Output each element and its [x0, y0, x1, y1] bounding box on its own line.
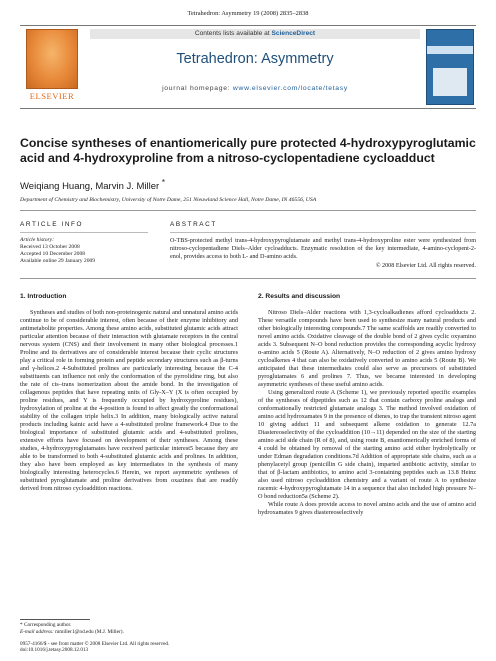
- article-history: [20, 237, 150, 265]
- journal-citation: Tetrahedron: Asymmetry 19 (2008) 2835–2838: [187, 10, 309, 17]
- sciencedirect-link[interactable]: ScienceDirect: [271, 30, 316, 37]
- journal-header: [20, 25, 476, 109]
- divider: [20, 210, 476, 211]
- journal-name: Tetrahedron: Asymmetry: [176, 51, 334, 67]
- email-line: [20, 629, 238, 636]
- journal-homepage: [90, 85, 420, 92]
- contents-prefix: Contents lists available at: [194, 30, 270, 37]
- abstract: [170, 237, 476, 270]
- author-list: [20, 178, 165, 192]
- cover-panel: [433, 68, 467, 96]
- online-date: Available online 29 January 2009: [20, 258, 96, 264]
- issn-line: 0957-4166/$ - see front matter © 2008 Elsevier Ltd. All rights reserved.: [20, 641, 170, 647]
- received-date: Received 13 October 2008: [20, 244, 80, 250]
- section-heading-introduction: 1. Introduction: [20, 293, 67, 300]
- abstract-copyright: © 2008 Elsevier Ltd. All rights reserved.: [375, 262, 476, 269]
- article-title: Concise syntheses of enantiomerically pure protected 4-hydroxypyroglutamic acid and 4-hydroxyproline from a nitroso-cyclopentadiene cycloadduct: [20, 136, 476, 165]
- divider: [20, 278, 476, 279]
- divider: [20, 232, 148, 233]
- divider: [170, 232, 476, 233]
- article-info-heading: ARTICLE INFO: [20, 221, 84, 228]
- history-label: Article history:: [20, 237, 55, 243]
- homepage-link[interactable]: www.elsevier.com/locate/tetasy: [232, 85, 348, 92]
- email-label: E-mail address:: [20, 628, 54, 635]
- contents-bar: [90, 29, 420, 39]
- corresponding-note: [20, 622, 238, 629]
- homepage-label: journal homepage:: [162, 85, 231, 92]
- corresponding-label: Corresponding author.: [23, 622, 72, 628]
- issn-doi: [20, 641, 238, 654]
- section-heading-results: 2. Results and discussion: [258, 293, 341, 300]
- doi-line[interactable]: doi:10.1016/j.tetasy.2008.12.013: [20, 647, 89, 654]
- right-column: [258, 309, 476, 517]
- journal-cover-image: [426, 29, 474, 105]
- journal-masthead: [90, 29, 420, 103]
- abstract-text: O-TBS-protected methyl trans-4-hydroxypyroglutamate and methyl trans-4-hydroxyproline ester were synthesized from nitroso-cyclopentadiene Diels–Alder cycloadducts. Enzymatic resolution of the key intermediate, 4-amino-cyclopent-2-enol, provides access to both L- and D-amino acids.: [170, 238, 476, 261]
- abstract-heading: ABSTRACT: [170, 221, 217, 228]
- corresponding-author-mark[interactable]: *: [161, 178, 165, 187]
- email-address[interactable]: mmiller1@nd.edu (M.J. Miller).: [55, 628, 124, 635]
- paragraph: Using generalized route A (Scheme 1), we previously reported specific examples of the syntheses of dipeptides such as 12 that contain carboxy proline analogs and conformationally restricted glutamate analogs 3. The method involved oxidation of amino acid hydroxamates 9 in the presence of dienes, to trap the transient nitroso agent 10 giving adduct 11 and subsequent alkene oxidation to generate 12.7a Diastereoselectivity of the cycloaddition (10→11) depended on the size of the starting amino acid side chain (R of 8), and, using route B, enantiomerically enriched forms of 4 could be obtained by removal of the starting amino acid either hydrolytically or under Edman degradation conditions.7d Addition of appropriate side chains, such as a phenylacetyl group (penicillin G side chain), imparted antibiotic activity, similar to that of β-lactam antibiotics, to amino acid 3-containing peptides such as 13.8 Heinz also used nitroso cycloaddition chemistry and a variant of route A to synthesize racemic 4-hydroxypyroglutamate 14 in a sequence that also included high pressure N–O bond reduction5a (Scheme 2).: [258, 389, 476, 500]
- affiliation: Department of Chemistry and Biochemistry, University of Notre Dame, 251 Nieuwland Science Hall, Notre Dame, IN 46556, USA: [20, 197, 317, 203]
- paragraph: Nitroso Diels–Alder reactions with 1,3-cycloalkadienes afford cycloadducts 2. These versatile compounds have been used to synthesize many natural products and other biologically interesting compounds.7 The same scaffolds are readily converted to novel amino acids. Oxidative cleavage of the double bond of 2 gives cyclic oxyamino acids 3. Subsequent N–O bond reduction provides the corresponding acyclic hydroxy α-amino acids 5 (Route A). Alternatively, N–O reduction of 2 gives amino hydroxy cycloalkenes 4 that can also be oxidatively converted to amino acids 5 (Route B). We anticipated that these intermediates could also serve as precursors of substituted pyroglutamates 6 and prolines 7. Thus, we became interested in developing asymmetric syntheses of these useful amino acids.: [258, 309, 476, 388]
- publisher-name: ELSEVIER: [29, 91, 75, 101]
- elsevier-tree-icon: [26, 29, 78, 89]
- accepted-date: Accepted 10 December 2008: [20, 251, 86, 257]
- elsevier-logo[interactable]: [22, 29, 82, 103]
- paragraph: While route A does provide access to novel amino acids and the use of amino acid hydroxamates 9 gives diastereoselectively: [258, 501, 476, 516]
- authors: Weiqiang Huang, Marvin J. Miller: [20, 181, 160, 193]
- left-column: [20, 309, 238, 493]
- footnote-mark: *: [20, 622, 23, 628]
- cover-band: [427, 46, 473, 54]
- footnote-divider: [20, 619, 90, 620]
- footnote: [20, 622, 238, 635]
- paragraph: Syntheses and studies of both non-proteinogenic natural and unnatural amino acids continue to be of considerable interest, often because of their enzyme inhibitory and antimetabolite properties. Among these amino acids, substituted glutamic acids attract particular attention because of their interaction with glutamate receptors in the central nervous system (CNS) and their involvement in many other biological processes.1 Proline and its derivatives are of considerable interest because their cyclic structures play a critical role in forming protein and peptide secondary structures such as β-turns and γ-helices.2 4-Substituted prolines are particularly interesting because the C-4 substituents can influence not only the conformation of the pyrrolidine ring, but also the rate of cis–trans isomerization about the amide bond. In the investigation of collagenous peptides that have repeating units of Gly-X–Y (X is often occupied by proline residues, and Y is frequently occupied by hydroxyproline residues), hydroxylation of proline at the 4-position is found to affect greatly the conformational stability of the collagen triple helix.3 In addition, many biologically active natural products including kainic acid have a 4-substituted proline framework.4 Due to the biological importance of substituted glutamic acids and 4-substituted prolines, extensive efforts have focused on development of their syntheses. Among these studies, 4-hydroxypyroglutamates have received particular interest5 because they are able to be transformed to both 4-substituted glutamic acids and prolines. In addition, they also have been employed as key intermediates in the synthesis of many biologically interesting heterocycles.6 Herein, we report asymmetric syntheses of substituted pyroglutamate and proline derivatives from oxazines that are readily derived from nitroso cycloaddition reactions.: [20, 309, 238, 492]
